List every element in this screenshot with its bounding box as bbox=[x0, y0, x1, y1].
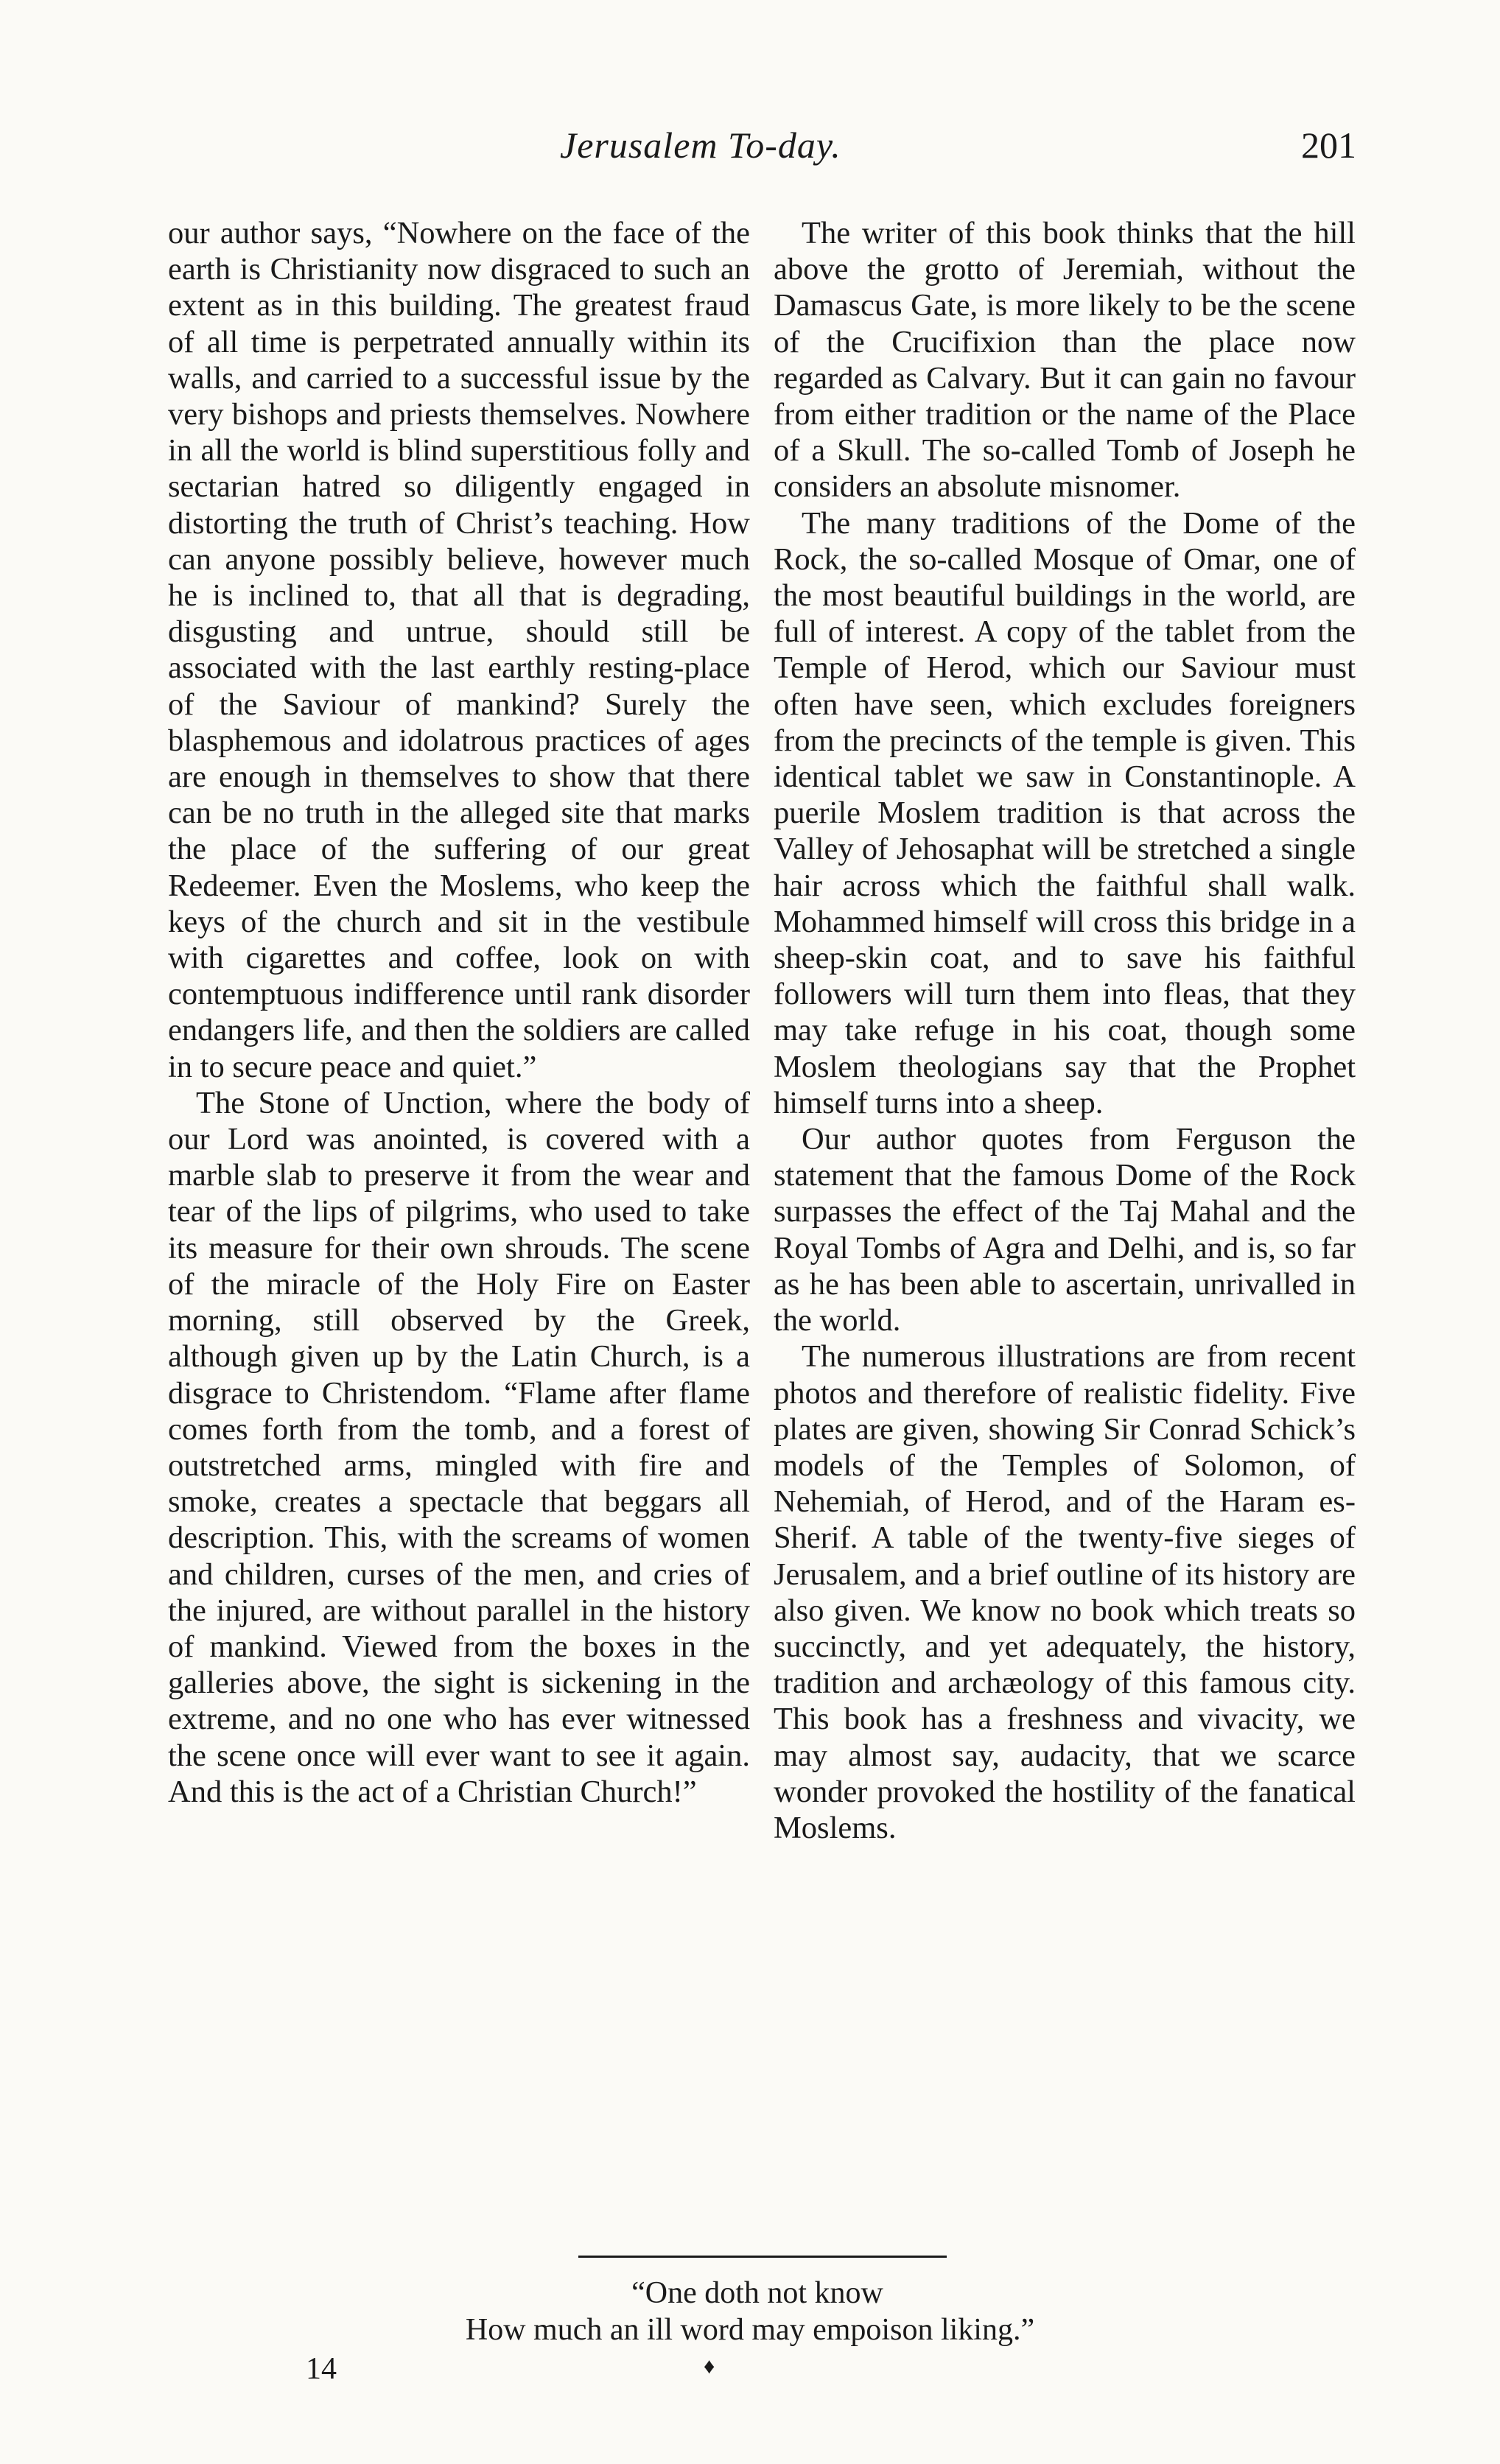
right-column bbox=[774, 215, 1356, 1846]
epigraph bbox=[0, 2275, 1500, 2348]
signature-mark: 14 bbox=[306, 2352, 337, 2386]
paragraph: Our author quotes from Ferguson the statement that the famous Dome of the Rock surpasses the effect of the Taj Mahal and the Royal Tombs of Agra and Delhi, and is, so far as he has been able to ascertain, unrivalled in the world. bbox=[774, 1122, 1356, 1338]
page-header bbox=[0, 124, 1500, 190]
left-column bbox=[168, 215, 750, 1846]
paragraph: The many traditions of the Dome of the Rock, the so-called Mosque of Omar, one of the most beautiful buildings in the world, are full of interest. A copy of the tablet from the Temple of Herod, which our Saviour must often have seen, which excludes foreigners from the precincts of the temple is given. This identical tablet we saw in Constantinople. A puerile Moslem tradition is that across the Valley of Jehosaphat will be stretched a single hair across which the faithful shall walk. Mohammed himself will cross this bridge in a sheep-skin coat, and to save his faithful followers will turn them into fleas, that they may take refuge in his coat, though some Moslem theologians say that the Prophet himself turns into a sheep. bbox=[774, 505, 1356, 1120]
ornament-icon: ♦ bbox=[704, 2354, 715, 2379]
paragraph: The Stone of Unction, where the body of our Lord was anointed, is covered with a marble slab to preserve it from the wear and tear of the lips of pilgrims, who used to take its measure for their own shrouds. The scene of the miracle of the Holy Fire on Easter morning, still observed by the Greek, although given up by the Latin Church, is a disgrace to Christendom. “Flame after flame comes forth from the tomb, and a forest of outstretched arms, mingled with fire and smoke, creates a spectacle that beggars all description. This, with the screams of women and children, curses of the men, and cries of the injured, are without parallel in the history of mankind. Viewed from the boxes in the galleries above, the sight is sickening in the extreme, and no one who has ever witnessed the scene once will ever want to see it again. And this is the act of a Christian Church!” bbox=[168, 1085, 750, 1809]
paragraph: The numerous illustrations are from recent photos and therefore of realistic fidelity. Five plates are given, showing Sir Conrad Schick’s models of the Temples of Solomon, of Nehemiah, of Herod, and of the Haram es-Sherif. A table of the twenty-five sieges of Jerusalem, and a brief outline of its history are also given. We know no book which treats so succinctly, and yet adequately, the history, tradition and archæology of this famous city. This book has a freshness and vivacity, we may almost say, audacity, that we scarce wonder provoked the hostility of the fanatical Moslems. bbox=[774, 1339, 1356, 1845]
paragraph: The writer of this book thinks that the hill above the grotto of Jeremiah, without the Damascus Gate, is more likely to be the scene of the Crucifixion than the place now regarded as Calvary. But it can gain no favour from either tradition or the name of the Place of a Skull. The so-called Tomb of Joseph he considers an absolute misnomer. bbox=[774, 216, 1356, 505]
horizontal-rule bbox=[578, 2256, 947, 2258]
epigraph-line-2: How much an ill word may empoison liking.” bbox=[465, 2313, 1035, 2347]
text-columns bbox=[168, 215, 1356, 1846]
page-number: 201 bbox=[1301, 124, 1356, 166]
epigraph-line-1: “One doth not know bbox=[631, 2276, 883, 2310]
paragraph: our author says, “Nowhere on the face of the earth is Christianity now disgraced to such an extent as in this building. The greatest fraud of all time is perpetrated annually within its walls, and carried to a successful issue by the very bishops and priests themselves. Nowhere in all the world is blind superstitious folly and sectarian hatred so diligently engaged in distorting the truth of Christ’s teaching. How can anyone possibly believe, however much he is inclined to, that all that is degrading, disgusting and untrue, should still be associated with the last earthly resting-place of the Saviour of mankind? Surely the blasphemous and idolatrous practices of ages are enough in themselves to show that there can be no truth in the alleged site that marks the place of the suffering of our great Redeemer. Even the Moslems, who keep the keys of the church and sit in the vestibule with cigarettes and coffee, look on with contemptuous indifference until rank disorder endangers life, and then the soldiers are called in to secure peace and quiet.” bbox=[168, 216, 750, 1084]
running-title: Jerusalem To-day. bbox=[560, 124, 841, 166]
